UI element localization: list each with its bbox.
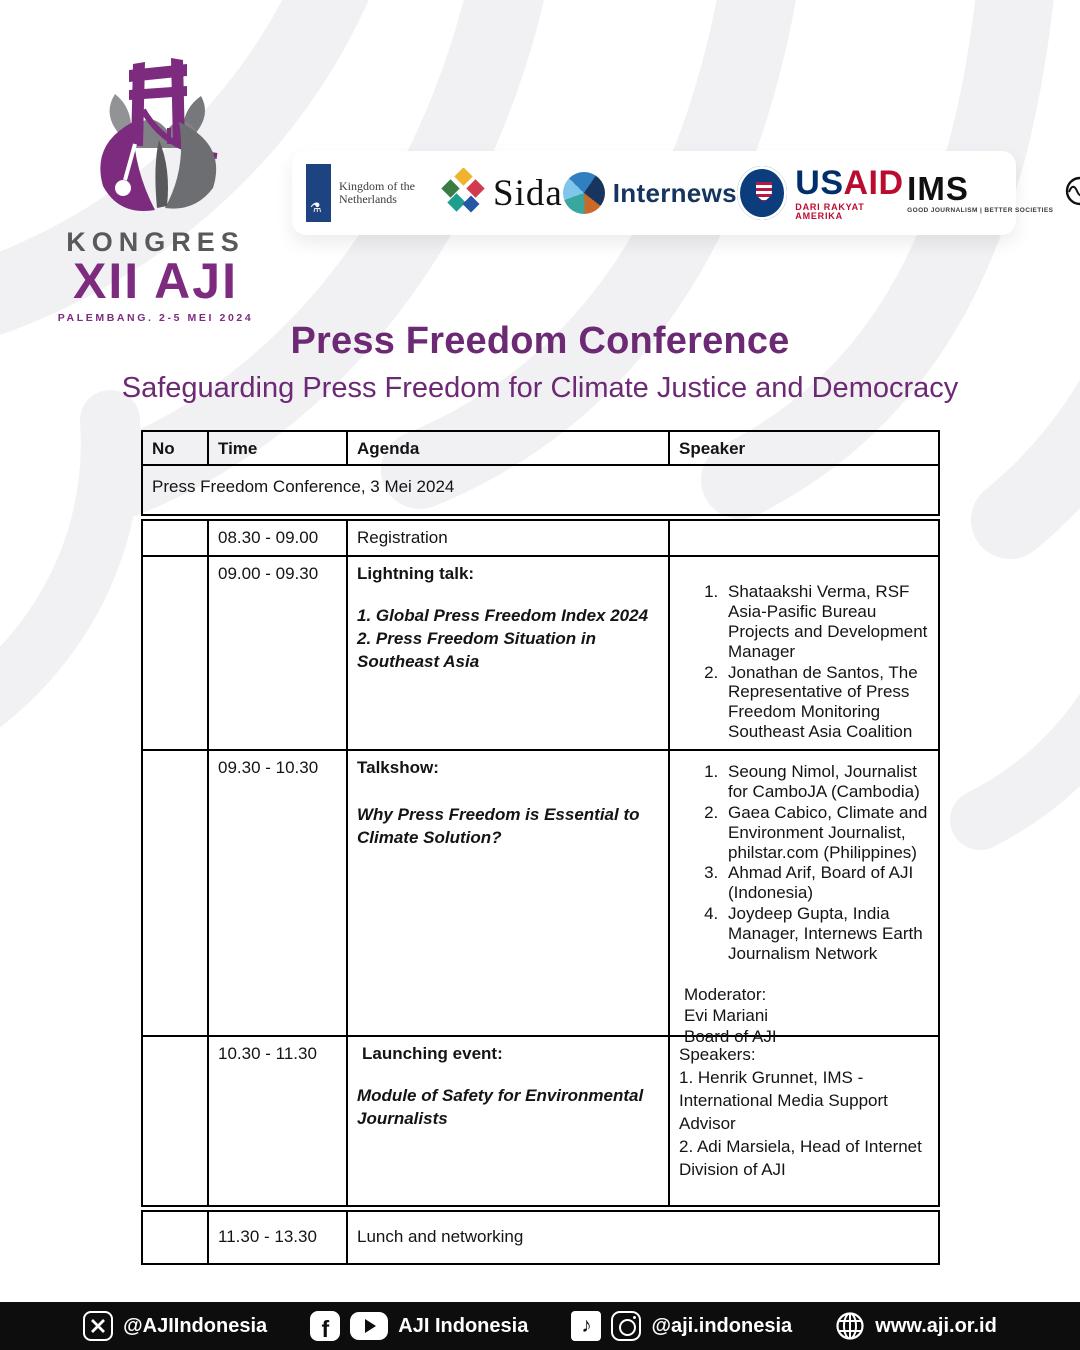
agenda-topic: Module of Safety for Environmental Journalists — [357, 1086, 644, 1129]
footer-x-item — [83, 1311, 267, 1341]
no-cell — [143, 1037, 207, 1205]
logo-text-kongres: KONGRES — [66, 227, 245, 257]
agenda-topic-1: 1. Global Press Freedom Index 2024 — [357, 606, 649, 626]
speakers-label: Speakers: — [679, 1045, 756, 1064]
internews-globe-icon — [563, 172, 605, 214]
agenda-cell — [346, 557, 668, 749]
speaker-item: 2. Jonathan de Santos, The Representative of Press Freedom Monitoring Southeast Asia Coalition — [723, 663, 929, 743]
table-row-lunch — [141, 1210, 940, 1265]
table-row-talkshow — [141, 749, 940, 1047]
footer-tiktok-ig-item — [571, 1311, 792, 1341]
col-header-time: Time — [207, 432, 346, 464]
youtube-icon — [350, 1312, 388, 1340]
agenda-cell: Registration — [346, 521, 668, 555]
col-header-speaker: Speaker — [668, 432, 938, 464]
table-row-launching-event — [141, 1035, 940, 1207]
speaker-list — [679, 762, 929, 964]
speaker-cell — [668, 751, 938, 1047]
instagram-icon — [611, 1311, 641, 1341]
ims-wordmark: IMS — [907, 169, 969, 207]
agenda-cell — [346, 1037, 668, 1205]
col-header-agenda: Agenda — [346, 432, 668, 464]
usaid-tagline: DARI RAKYAT AMERIKA — [795, 201, 865, 221]
tiktok-icon: ♪ — [571, 1311, 601, 1341]
no-cell — [143, 557, 207, 749]
netherlands-flag-banner — [306, 164, 331, 222]
section-title: Press Freedom Conference, 3 Mei 2024 — [152, 477, 455, 496]
sponsor-bar — [292, 151, 1054, 235]
time-cell: 11.30 - 13.30 — [207, 1212, 346, 1263]
page-subtitle: Safeguarding Press Freedom for Climate Justice and Democracy — [121, 372, 959, 404]
agenda-topic: Why Press Freedom is Essential to Climate Solution? — [357, 805, 640, 848]
sida-mosaic-icon — [441, 168, 485, 218]
agenda-topic-2: 2. Press Freedom Situation in Southeast Asia — [357, 629, 597, 672]
netherlands-crest-icon: ⚗ — [310, 200, 322, 215]
speaker-item: 2. Gaea Cabico, Climate and Environment Journalist, philstar.com (Philippines) — [723, 803, 929, 863]
website-url: www.aji.or.id — [875, 1314, 997, 1337]
moderator-org: Board of AJI — [684, 1027, 777, 1047]
netherlands-label: Kingdom of the Netherlands — [339, 178, 415, 206]
time-cell: 10.30 - 11.30 — [207, 1037, 346, 1205]
social-footer-bar — [0, 1302, 1080, 1350]
agenda-cell: Lunch and networking — [346, 1212, 938, 1263]
fb-yt-handle: AJI Indonesia — [398, 1314, 529, 1337]
netherlands-logo — [306, 164, 441, 222]
footer-website-item — [835, 1311, 997, 1341]
internews-logo — [563, 172, 737, 214]
logo-text-location-date: PALEMBANG. 2-5 MEI 2024 — [57, 311, 254, 324]
ims-tagline: GOOD JOURNALISM | BETTER SOCIETIES — [907, 206, 1054, 214]
speaker-item: 4. Joydeep Gupta, India Manager, Internews Earth Journalism Network — [723, 904, 929, 964]
no-cell — [143, 751, 207, 1035]
speaker-cell — [668, 521, 938, 555]
moderator-name: Evi Mariani — [684, 1006, 769, 1025]
sida-label: Sida — [493, 172, 563, 214]
footer-fb-yt-item — [310, 1311, 528, 1341]
time-cell: 09.00 - 09.30 — [207, 557, 346, 749]
table-row-lightning-talk — [141, 555, 940, 751]
agenda-heading: Launching event: — [362, 1044, 503, 1063]
usaid-logo — [737, 163, 907, 221]
col-header-no: No — [152, 439, 175, 458]
agenda-heading: Talkshow: — [357, 758, 439, 777]
no-cell — [143, 521, 207, 555]
time-cell: 09.30 - 10.30 — [207, 751, 346, 1035]
agenda-table — [141, 430, 940, 1265]
speaker-item: 1. Henrik Grunnet, IMS - International Media Support Advisor — [679, 1067, 888, 1133]
facebook-icon: f — [310, 1311, 340, 1341]
ims-wave-icon — [1061, 174, 1080, 212]
speaker-item: 2. Adi Marsiela, Head of Internet Division of AJI — [679, 1136, 922, 1179]
ims-logo — [907, 169, 1080, 215]
agenda-heading: Lightning talk: — [357, 564, 475, 583]
table-header-row — [141, 430, 940, 466]
table-section-row — [141, 464, 940, 516]
no-cell — [143, 1212, 207, 1263]
globe-icon — [835, 1311, 865, 1341]
page-title: Press Freedom Conference — [290, 320, 790, 362]
speaker-item: 3. Ahmad Arif, Board of AJI (Indonesia) — [723, 863, 929, 903]
moderator-label: Moderator: — [684, 984, 767, 1004]
speaker-item: 1. Shataakshi Verma, RSF Asia-Pasific Bureau Projects and Development Manager — [723, 582, 929, 662]
kongres-xii-aji-logo — [48, 48, 263, 324]
speaker-list — [679, 582, 929, 742]
speaker-cell — [668, 1037, 938, 1205]
x-twitter-icon — [83, 1311, 113, 1341]
kongres-logo-mark — [71, 48, 241, 220]
usaid-wordmark: USAID — [795, 163, 904, 202]
agenda-cell — [346, 751, 668, 1035]
sida-logo — [441, 168, 563, 218]
x-handle: @AJIIndonesia — [123, 1314, 268, 1337]
internews-label: Internews — [612, 177, 737, 208]
logo-text-xii-aji: XII AJI — [73, 253, 238, 309]
speaker-item: 1. Seoung Nimol, Journalist for CamboJA (Cambodia) — [723, 762, 929, 802]
table-row-registration — [141, 519, 940, 557]
speaker-cell — [668, 557, 938, 749]
time-cell: 08.30 - 09.00 — [207, 521, 346, 555]
tiktok-ig-handle: @aji.indonesia — [651, 1314, 793, 1337]
usaid-seal-icon — [737, 166, 787, 220]
